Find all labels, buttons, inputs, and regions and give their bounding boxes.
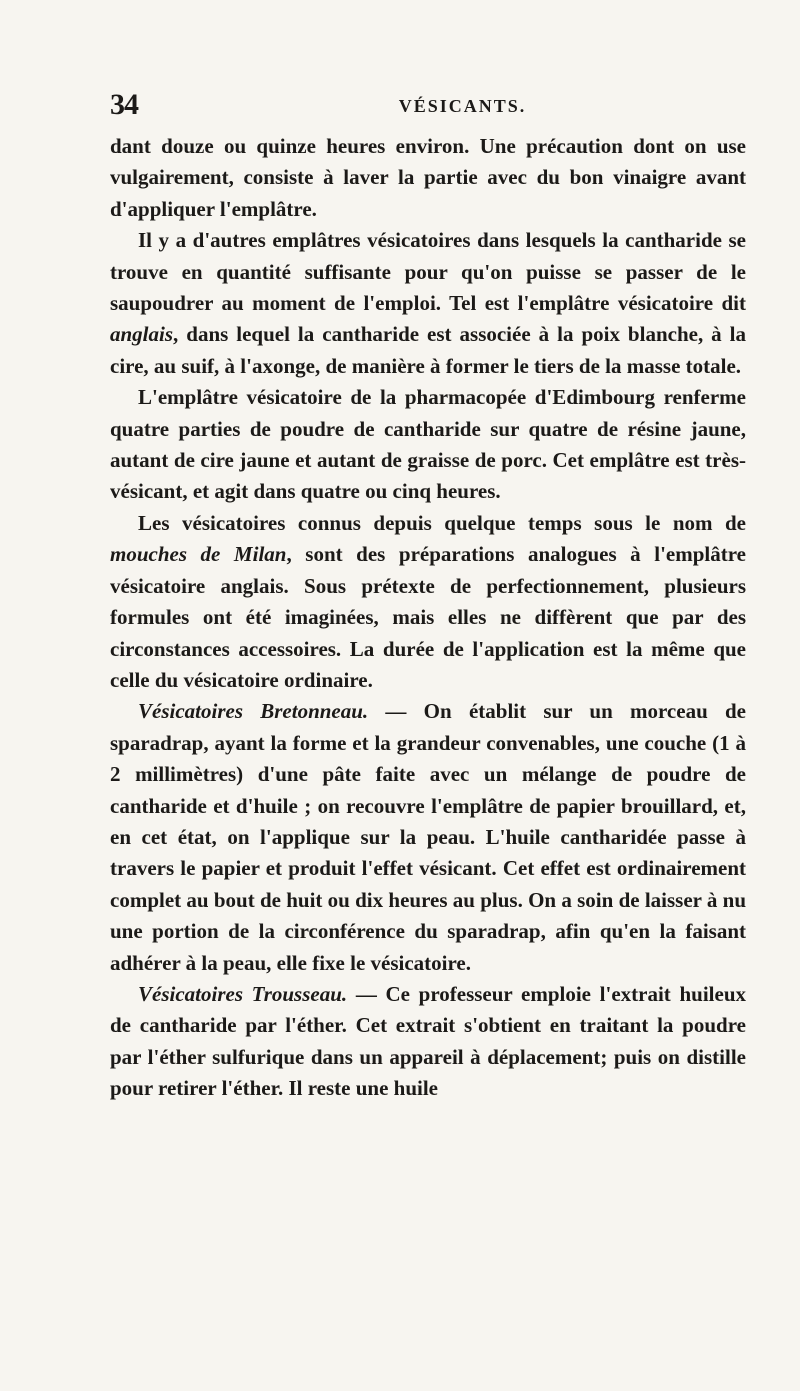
emphasis-mouches-de-milan: mouches de Milan — [110, 542, 287, 567]
emphasis-anglais: anglais — [110, 322, 174, 347]
paragraph-text: , sont des préparations analogues à l'emplâtre vésicatoire anglais. Sous prétexte de perfectionnement, plusieurs formules ont été imaginées, mais elles ne diffèrent que par des circonstances accessoires. La durée de l'application est la même que celle du vésicatoire ordinaire. — [110, 542, 746, 692]
paragraph-2 — [110, 225, 746, 382]
paragraph-text: , dans lequel la cantharide est associée à la poix blanche, à la cire, au suif, à l'axonge, de manière à former le tiers de la masse totale. — [110, 322, 746, 378]
paragraph-text: Il y a d'autres emplâtres vésicatoires dans lesquels la cantharide se trouve en quantité suffisante pour qu'on puisse se passer de le saupoudrer au moment de l'emploi. Tel est l'emplâtre vésicatoire dit — [110, 228, 746, 316]
page-number: 34 — [110, 88, 138, 121]
page-header — [110, 88, 745, 122]
paragraph-6 — [110, 979, 746, 1105]
running-head: VÉSICANTS. — [398, 96, 527, 116]
paragraph-3 — [110, 382, 746, 508]
section-heading-trousseau: Vésicatoires Trousseau. — [138, 981, 348, 1006]
body-text — [110, 131, 746, 1105]
paragraph-4 — [110, 508, 746, 696]
paragraph-text: L'emplâtre vésicatoire de la pharmacopée d'Edimbourg renferme quatre parties de poudre de cantharide sur quatre de résine jaune, autant de cire jaune et autant de graisse de porc. Cet emplâtre est très-vésicant, et agit dans quatre ou cinq heures. — [110, 385, 746, 504]
section-heading-bretonneau: Vésicatoires Bretonneau. — [138, 699, 369, 724]
paragraph-text: dant douze ou quinze heures environ. Une précaution dont on use vulgairement, consiste à laver la partie avec du bon vinaigre avant d'appliquer l'emplâtre. — [110, 134, 746, 221]
paragraph-text: Les vésicatoires connus depuis quelque temps sous le nom de — [138, 510, 746, 535]
paragraph-5 — [110, 696, 746, 979]
paragraph-1 — [110, 131, 746, 225]
paragraph-text: — On établit sur un morceau de sparadrap, ayant la forme et la grandeur convenables, une couche (1 à 2 millimètres) d'une pâte faite avec un mélange de poudre de cantharide et d'huile ; on recouvre l'emplâtre de papier brouillard, et, en cet état, on l'applique sur la peau. L'huile cantharidée passe à travers le papier et produit l'effet vésicant. Cet effet est ordinairement complet au bout de huit ou dix heures au plus. On a soin de laisser à nu une portion de la circonférence du sparadrap, afin qu'en la faisant adhérer à la peau, elle fixe le vésicatoire. — [110, 699, 746, 975]
paragraph-text: — Ce professeur emploie l'extrait huileux de cantharide par l'éther. Cet extrait s'obtient en traitant la poudre par l'éther sulfurique dans un appareil à déplacement; puis on distille pour retirer l'éther. Il reste une huile — [110, 981, 746, 1101]
